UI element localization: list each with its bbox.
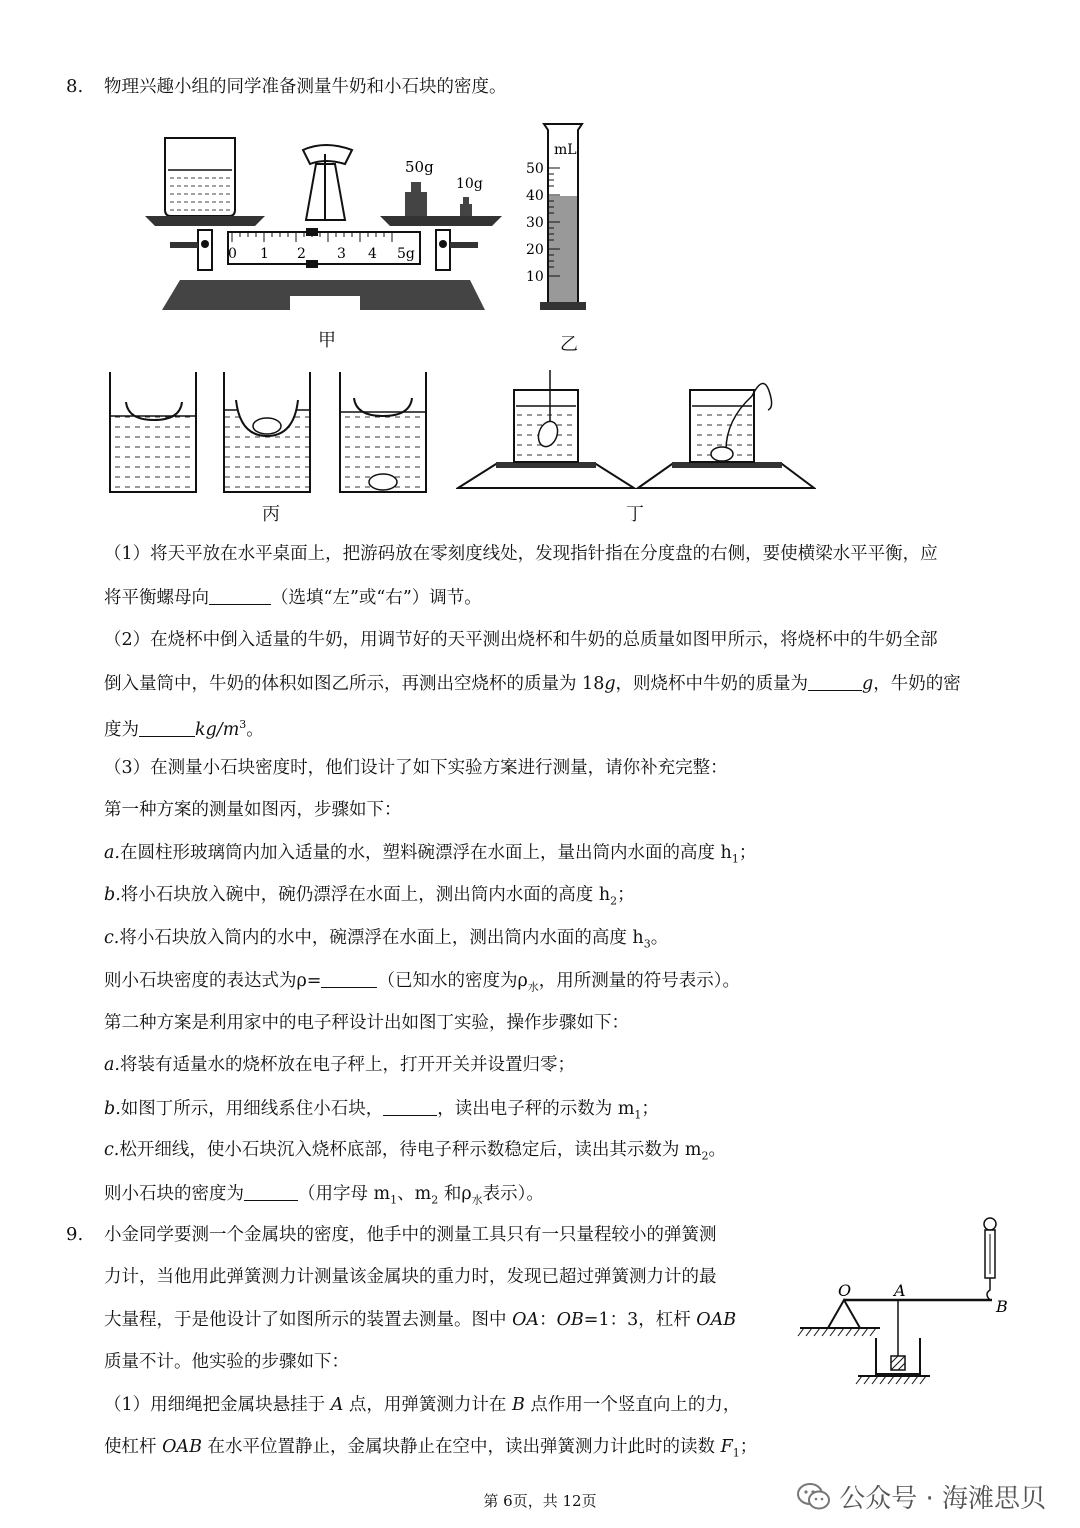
balance-nut-right <box>450 242 478 248</box>
q8-scheme1-step-c: c.将小石块放入筒内的水中，碗漂浮在水面上，测出筒内水面的高度 $h_3$。 <box>104 928 669 951</box>
balance-nut-left <box>170 242 198 248</box>
q9-line3: 大量程，于是他设计了如图所示的装置去测量。图中 OA：OB=1：3，杠杆 OAB <box>104 1310 737 1330</box>
figure-yi-cylinder <box>522 118 592 318</box>
q8-part2-line1: （2）在烧杯中倒入适量的牛奶，用调节好的天平测出烧杯和牛奶的总质量如图甲所示，将烧杯中的牛奶全部 <box>104 630 938 650</box>
watermark <box>797 1478 1046 1515</box>
ruler-tick-label: 0 <box>228 246 237 262</box>
q8-scheme2-step-a: a.将装有适量水的烧杯放在电子秤上，打开开关并设置归零； <box>104 1055 575 1075</box>
fulcrum <box>828 1300 860 1328</box>
answer-blank[interactable] <box>321 969 377 988</box>
q8-scheme2-step-c: c.松开细线，使小石块沉入烧杯底部，待电子秤示数稳定后，读出其示数为 $m_2$。 <box>104 1140 727 1163</box>
right-pan <box>380 216 502 226</box>
cylinder-tick-label: 50 <box>526 161 544 177</box>
beaker-with-milk <box>165 138 235 216</box>
q8-scheme2-expression: 则小石块的密度为 （用字母 $m_1$、$m_2$ 和$\rho_水$表示）。 <box>104 1184 544 1207</box>
ruler-tick-label: 3 <box>337 246 346 262</box>
q8-scheme1-title: 第一种方案的测量如图丙，步骤如下： <box>104 800 402 820</box>
cylinder-b <box>224 372 310 492</box>
q8-part1-line1: （1）将天平放在水平桌面上，把游码放在零刻度线处，发现指针指在分度盘的右侧，要使横梁水平平衡，应 <box>104 544 938 564</box>
q8-part2-line2: 倒入量筒中，牛奶的体积如图乙所示，再测出空烧杯的质量为 18g，则烧杯中牛奶的质量为 g，牛奶的密 <box>104 674 961 694</box>
q9-line4: 质量不计。他实验的步骤如下： <box>104 1352 349 1372</box>
cylinder-tick-label: 10 <box>526 269 544 285</box>
q8-part1-line2: 将平衡螺母向 （选填“左”或“右”）调节。 <box>104 588 482 608</box>
cylinder-tick-label: 40 <box>526 188 544 204</box>
weight-10g-label: 10g <box>456 176 483 192</box>
stone <box>253 418 281 434</box>
caption-ding: 丁 <box>626 504 644 525</box>
q9-line1: 小金同学要测一个金属块的密度，他手中的测量工具只有一只量程较小的弹簧测 <box>104 1225 717 1245</box>
q9-line5: （1）用细绳把金属块悬挂于 A 点，用弹簧测力计在 B 点作用一个竖直向上的力， <box>104 1395 741 1415</box>
weight-50g-icon <box>405 192 427 216</box>
q8-scheme1-step-a: a.在圆柱形玻璃筒内加入适量的水，塑料碗漂浮在水面上，量出筒内水面的高度 $h_1$； <box>104 843 757 866</box>
label-O: O <box>838 1281 852 1300</box>
figure-bing-cylinders <box>104 372 434 496</box>
ruler-tick-label: 2 <box>297 246 306 262</box>
watermark-text: 公众号 · 海滩思贝 <box>839 1484 1046 1514</box>
q8-scheme2-title: 第二种方案是利用家中的电子秤设计出如图丁实验，操作步骤如下： <box>104 1013 629 1033</box>
rider-top <box>306 228 318 236</box>
figure-jia-balance <box>140 120 510 320</box>
cylinder-tick-label: 20 <box>526 242 544 258</box>
ruler-tick-label: 4 <box>368 246 377 262</box>
cylinder-unit: mL <box>554 142 577 158</box>
answer-blank[interactable] <box>209 586 271 605</box>
beam-ruler <box>228 232 420 264</box>
weight-50g-label: 50g <box>405 158 434 176</box>
answer-blank[interactable] <box>383 1097 437 1116</box>
figure-q9-lever <box>796 1214 1032 1404</box>
spring-scale-icon <box>984 1218 996 1230</box>
q9-line6: 使杠杆 OAB 在水平位置静止，金属块静止在空中，读出弹簧测力计此时的读数 $F_1$； <box>104 1437 758 1460</box>
cylinder-a <box>110 372 196 492</box>
stone <box>369 474 397 490</box>
q8-scheme2-step-b: b.如图丁所示，用细线系住小石块， ，读出电子秤的示数为 $m_1$； <box>104 1099 659 1122</box>
ruler-tick-label: 5g <box>397 246 415 262</box>
question-8-intro: 物理兴趣小组的同学准备测量牛奶和小石块的密度。 <box>104 77 507 97</box>
label-A: A <box>894 1281 906 1300</box>
answer-blank[interactable] <box>244 1182 298 1201</box>
caption-yi: 乙 <box>560 334 578 355</box>
q8-part2-line3: 度为 $kg/m^3$。 <box>104 718 264 740</box>
answer-blank[interactable] <box>139 718 195 737</box>
q9-line2: 力计，当他用此弹簧测力计测量该金属块的重力时，发现已超过弹簧测力计的最 <box>104 1267 717 1287</box>
scale-dial <box>303 145 352 164</box>
caption-jia: 甲 <box>318 330 336 351</box>
figure-ding-scales <box>456 370 816 494</box>
stone <box>711 447 733 461</box>
label-B: B <box>996 1297 1008 1316</box>
q8-part3: （3）在测量小石块密度时，他们设计了如下实验方案进行测量，请你补充完整： <box>104 758 728 778</box>
electronic-scale-2 <box>638 383 814 488</box>
page-footer: 第 6页，共 12页 <box>483 1492 597 1510</box>
q8-scheme1-expression: 则小石块密度的表达式为ρ= （已知水的密度为$\rho_水$，用所测量的符号表示）。 <box>104 971 740 994</box>
electronic-scale-1 <box>458 370 634 488</box>
answer-blank[interactable] <box>808 672 862 691</box>
question-8-number: 8. <box>66 76 84 97</box>
cylinder-tick-label: 30 <box>526 215 544 231</box>
left-pan <box>145 216 265 226</box>
cylinder-c <box>340 372 426 492</box>
wechat-icon <box>797 1482 831 1512</box>
rider-bottom <box>306 260 318 268</box>
question-9-number: 9. <box>66 1224 84 1245</box>
weight-10g-icon <box>460 204 472 216</box>
ruler-tick-label: 1 <box>260 246 269 262</box>
q8-scheme1-step-b: b.将小石块放入碗中，碗仍漂浮在水面上，测出筒内水面的高度 $h_2$； <box>104 885 635 908</box>
caption-bing: 丙 <box>262 504 280 525</box>
